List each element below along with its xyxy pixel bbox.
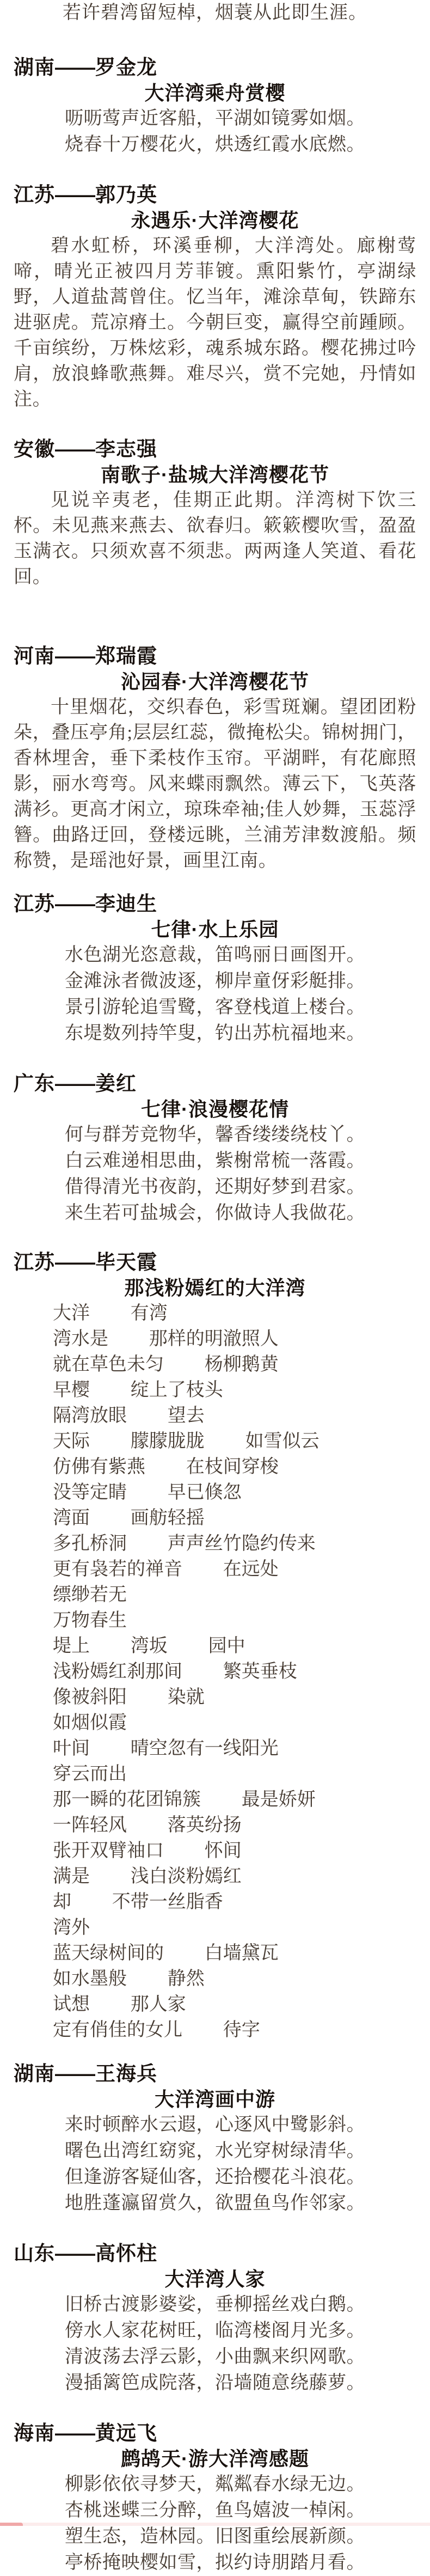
poem-line bbox=[0, 1864, 430, 1889]
poem-line bbox=[0, 1326, 430, 1352]
poem-section bbox=[0, 2061, 430, 2217]
poem-sections bbox=[0, 54, 430, 2576]
poem-byline bbox=[0, 1071, 430, 1096]
poem-line: 水色湖光恣意裁，笛鸣丽日画图开。 bbox=[65, 945, 365, 965]
poem-section bbox=[0, 182, 430, 412]
poem-region: 海南 bbox=[14, 2422, 55, 2444]
poem-byline bbox=[0, 891, 430, 917]
poem-line-segment: 怀间 bbox=[204, 1841, 242, 1861]
poem-line: 景引游轮追雪鹭，客登栈道上楼台。 bbox=[65, 997, 365, 1017]
poem-line bbox=[0, 1582, 430, 1608]
poem-line-segment: 那样的明澈照人 bbox=[149, 1329, 279, 1349]
poem-line-segment: 声声丝竹隐约传来 bbox=[167, 1534, 316, 1554]
poem-region: 山东 bbox=[14, 2242, 55, 2264]
poem-line-segment: 浅粉嫣红刹那间 bbox=[53, 1662, 182, 1682]
poem-line bbox=[0, 1556, 430, 1582]
poem-paragraph: 十里烟花，交织春色，彩雪斑斓。望团团粉朵，叠压亭角;层层红蕊，微掩松尖。锦树拥门，香林埋舍，垂下柔枝作玉帘。平湖畔，有花廊照影，丽水弯弯。风来蝶雨飘然。薄云下，飞英落满衫。更高才闲立，琼珠牵袖;佳人妙舞，玉蕊浮簪。曲路迂回，登楼远眺，兰浦芳津数渡船。频称赞，是瑶池好景，画里江南。 bbox=[14, 697, 416, 871]
poem-region: 江苏 bbox=[14, 1251, 55, 1273]
poem-line: 呖呖莺声近客船，平湖如镜雾如烟。 bbox=[65, 108, 365, 129]
poem-author: 高怀柱 bbox=[95, 2242, 157, 2264]
poem-section bbox=[0, 891, 430, 1047]
poem-line bbox=[0, 1659, 430, 1684]
poem-line bbox=[0, 1838, 430, 1864]
poem-line-segment: 堤上 bbox=[53, 1636, 90, 1656]
poem-line-segment: 落英纷扬 bbox=[167, 1815, 242, 1835]
poem-author: 王海兵 bbox=[95, 2062, 157, 2085]
poem-line-segment: 最是娇妍 bbox=[241, 1790, 316, 1810]
poem-line-segment: 画舫轻摇 bbox=[130, 1508, 205, 1528]
poem-line-segment: 如水墨般 bbox=[53, 1969, 127, 1989]
poem-line: 何与群芳竞物华，馨香缕缕绕枝丫。 bbox=[65, 1125, 365, 1145]
poem-line-segment: 繁英垂枝 bbox=[223, 1662, 297, 1682]
poem-line-segment: 湾水是 bbox=[53, 1329, 108, 1349]
poem-line: 白云难递相思曲，紫榭常梳一落霞。 bbox=[65, 1151, 365, 1171]
poem-author: 郑瑞霞 bbox=[95, 645, 157, 667]
poem-line-segment: 穿云而出 bbox=[53, 1764, 127, 1784]
poem-line-segment: 没等定睛 bbox=[53, 1482, 127, 1503]
byline-dash: —— bbox=[55, 2242, 95, 2264]
byline-dash: —— bbox=[55, 2062, 95, 2085]
poem-line bbox=[0, 2017, 430, 2043]
poem-line-segment: 那人家 bbox=[130, 1994, 186, 2015]
poem-author: 李迪生 bbox=[95, 893, 157, 915]
poem-author: 黄远飞 bbox=[95, 2422, 157, 2444]
poem-line-segment: 湾外 bbox=[53, 1918, 90, 1938]
byline-dash: —— bbox=[55, 1251, 95, 1273]
byline-dash: —— bbox=[55, 56, 95, 78]
poem-region: 江苏 bbox=[14, 893, 55, 915]
poem-byline bbox=[0, 182, 430, 207]
poem-line-segment: 张开双臂袖口 bbox=[53, 1841, 164, 1861]
poem-line: 但逢游客疑仙客，还拾樱花斗浪花。 bbox=[65, 2167, 365, 2187]
poem-line bbox=[0, 1403, 430, 1429]
poem-line-segment: 一阵轻风 bbox=[53, 1815, 127, 1835]
poem-line: 借得清光书夜韵，还期好梦到君家。 bbox=[65, 1177, 365, 1197]
poem-line bbox=[0, 1480, 430, 1505]
page-bottom-strip bbox=[0, 2523, 430, 2526]
poem-line: 来生若可盐城会，你做诗人我做花。 bbox=[65, 1203, 365, 1223]
poem-line bbox=[0, 1992, 430, 2017]
page-bottom-pink-corner bbox=[0, 2523, 23, 2526]
poem-line-segment: 蓝天绿树间的 bbox=[53, 1943, 164, 1963]
poem-line bbox=[0, 1352, 430, 1377]
poem-line-segment: 满是 bbox=[53, 1866, 90, 1887]
poem-line-segment: 缥缈若无 bbox=[53, 1585, 127, 1605]
poem-byline bbox=[0, 643, 430, 669]
poem-section bbox=[0, 2241, 430, 2396]
poem-line: 地胜蓬瀛留赏久，欲盟鱼鸟作邻家。 bbox=[65, 2193, 365, 2213]
poem-author: 李志强 bbox=[95, 438, 157, 460]
poem-line-segment: 绽上了枝头 bbox=[130, 1380, 223, 1400]
poem-continuation-line: 若许碧湾留短棹，烟蓑从此即生涯。 bbox=[63, 3, 367, 23]
poem-line-segment: 白墙黛瓦 bbox=[204, 1943, 279, 1963]
poem-line-segment: 朦朦胧胧 bbox=[130, 1431, 205, 1451]
poem-line-segment: 仿佛有紫燕 bbox=[53, 1457, 145, 1477]
poem-line bbox=[0, 1889, 430, 1915]
poem-region: 湖南 bbox=[14, 56, 55, 78]
poem-line-segment: 大洋 bbox=[53, 1303, 90, 1323]
poem-line-segment: 湾坂 bbox=[130, 1636, 168, 1656]
poem-line bbox=[0, 1608, 430, 1633]
poem-line-segment: 湾面 bbox=[53, 1508, 90, 1528]
poem-line-segment: 有湾 bbox=[130, 1303, 168, 1323]
poem-line: 塑生态，造林园。旧图重绘展新颜。 bbox=[65, 2526, 365, 2547]
poem-line-segment: 晴空忽有一线阳光 bbox=[130, 1738, 279, 1759]
poem-line-segment: 染就 bbox=[167, 1687, 205, 1707]
poem-author: 毕天霞 bbox=[95, 1251, 157, 1273]
poem-line bbox=[0, 1531, 430, 1556]
poem-line: 清波荡去浮云影，小曲飘来织网歌。 bbox=[65, 2347, 365, 2367]
poem-byline bbox=[0, 2420, 430, 2446]
poem-byline bbox=[0, 54, 430, 80]
poem-line bbox=[0, 1710, 430, 1736]
poem-line-segment: 早已倏忽 bbox=[167, 1482, 242, 1503]
poem-region: 广东 bbox=[14, 1072, 55, 1095]
poem-line bbox=[0, 1633, 430, 1659]
byline-dash: —— bbox=[55, 184, 95, 206]
poem-line bbox=[0, 1761, 430, 1787]
poem-line-segment: 那一瞬的花团锦簇 bbox=[53, 1790, 201, 1810]
poem-author: 姜红 bbox=[95, 1072, 137, 1095]
poem-title: 永遇乐·大洋湾樱花 bbox=[131, 209, 299, 231]
poem-title: 七律·水上乐园 bbox=[151, 918, 279, 941]
poem-section bbox=[0, 2420, 430, 2576]
poem-line-segment: 待字 bbox=[223, 2020, 260, 2040]
poem-line bbox=[0, 1966, 430, 1992]
poem-author: 罗金龙 bbox=[95, 56, 157, 78]
poem-section bbox=[0, 643, 430, 874]
poem-line-segment: 隔湾放眼 bbox=[53, 1406, 127, 1426]
poem-line-segment: 不带一丝脂香 bbox=[112, 1892, 223, 1912]
poem-byline bbox=[0, 1249, 430, 1275]
poem-line-segment: 多孔桥洞 bbox=[53, 1534, 127, 1554]
poem-title: 大洋湾人家 bbox=[164, 2268, 266, 2290]
poem-line: 来时顿醉水云遐，心逐风中鹭影斜。 bbox=[65, 2115, 365, 2135]
poem-paragraph: 碧水虹桥，环溪垂柳，大洋湾处。廊榭莺啼，晴光正被四月芳菲镀。熏阳紫竹，亭湖绿野，人道盐蒿曾住。忆当年，滩涂草甸，铁蹄东进驱虎。荒凉瘠土。今朝巨变，赢得空前踵顾。千亩缤纷，万株炫彩，魂系城东路。樱花拂过吟肩，放浪蜂歌燕舞。难尽兴，赏不完她，丹情如注。 bbox=[14, 236, 416, 410]
poem-title: 大洋湾乘舟赏樱 bbox=[144, 82, 286, 104]
poem-region: 江苏 bbox=[14, 184, 55, 206]
poem-section bbox=[0, 54, 430, 158]
byline-dash: —— bbox=[55, 893, 95, 915]
poem-line: 曙色出湾红窈窕，水光穿树绿清华。 bbox=[65, 2141, 365, 2161]
poem-section bbox=[0, 1071, 430, 1226]
poem-line: 金滩泳者微波逐，柳岸童伢彩艇排。 bbox=[65, 971, 365, 991]
poem-line-segment: 如雪似云 bbox=[245, 1431, 320, 1451]
poem-byline bbox=[0, 436, 430, 462]
poem-line-segment: 却 bbox=[53, 1892, 71, 1912]
poem-line bbox=[0, 1684, 430, 1710]
poem-line-segment: 叶间 bbox=[53, 1738, 90, 1759]
poem-line: 旧桥古渡影婆娑，垂柳摇丝戏白鹅。 bbox=[65, 2294, 365, 2315]
poem-line-segment: 浅白淡粉嫣红 bbox=[130, 1866, 242, 1887]
poem-line bbox=[0, 1429, 430, 1454]
poem-line-segment: 试想 bbox=[53, 1994, 90, 2015]
byline-dash: —— bbox=[55, 2422, 95, 2444]
poem-line: 烧春十万樱花火，烘透红霞水底燃。 bbox=[65, 135, 365, 155]
poem-title: 七律·浪漫樱花情 bbox=[141, 1098, 289, 1120]
poem-line bbox=[0, 1454, 430, 1480]
poem-line-segment: 静然 bbox=[167, 1969, 205, 1989]
poem-line-segment: 定有俏佳的女儿 bbox=[53, 2020, 182, 2040]
poem-line-segment: 天际 bbox=[53, 1431, 90, 1451]
poem-line: 杏桃迷蝶三分醉，鱼鸟嬉波一棹闲。 bbox=[65, 2500, 365, 2520]
poem-line: 柳影依依寻梦天，粼粼春水绿无边。 bbox=[65, 2474, 365, 2494]
byline-dash: —— bbox=[55, 1072, 95, 1095]
poem-title: 那浅粉嫣红的大洋湾 bbox=[124, 1277, 306, 1299]
poem-line bbox=[0, 1915, 430, 1940]
poem-byline bbox=[0, 2241, 430, 2266]
poem-section bbox=[0, 1249, 430, 2043]
poem-line-segment: 如烟似霞 bbox=[53, 1713, 127, 1733]
poem-line-segment: 在枝间穿梭 bbox=[186, 1457, 279, 1477]
poem-line bbox=[0, 1736, 430, 1761]
poem-line bbox=[0, 1787, 430, 1812]
poem-line-segment: 万物春生 bbox=[53, 1610, 127, 1631]
poem-line bbox=[0, 1812, 430, 1838]
poem-line bbox=[0, 1505, 430, 1531]
poem-paragraph: 见说辛夷老，佳期正此期。洋湾树下饮三杯。未见燕来燕去、欲春归。簌簌樱吹雪，盈盈玉满衣。只须欢喜不须悲。两两逢人笑道、看花回。 bbox=[14, 490, 416, 587]
poem-line-segment: 园中 bbox=[208, 1636, 245, 1656]
poem-region: 河南 bbox=[14, 645, 55, 667]
poem-line bbox=[0, 1301, 430, 1326]
poem-line: 东堤数列持竿叟，钓出苏杭福地来。 bbox=[65, 1023, 365, 1043]
byline-dash: —— bbox=[55, 438, 95, 460]
poem-line: 傍水人家花树旺，临湾楼阁月光多。 bbox=[65, 2321, 365, 2341]
poem-line: 漫插篱笆成院落，沿墙随意绕藤萝。 bbox=[65, 2373, 365, 2393]
poem-region: 安徽 bbox=[14, 438, 55, 460]
poem-title: 大洋湾画中游 bbox=[154, 2088, 275, 2110]
poem-line-segment: 就在草色未匀 bbox=[53, 1354, 164, 1375]
poem-title: 沁园春·大洋湾樱花节 bbox=[121, 670, 309, 693]
poem-line-segment: 早樱 bbox=[53, 1380, 90, 1400]
poem-line-segment: 望去 bbox=[167, 1406, 205, 1426]
poem-line-segment: 像被斜阳 bbox=[53, 1687, 127, 1707]
poem-line: 亭桥掩映樱如雪，拟约诗朋踏月看。 bbox=[65, 2553, 365, 2573]
poem-region: 湖南 bbox=[14, 2062, 55, 2085]
byline-dash: —— bbox=[55, 645, 95, 667]
poem-section bbox=[0, 436, 430, 590]
poem-line-segment: 更有袅若的禅音 bbox=[53, 1559, 182, 1579]
poem-line-segment: 杨柳鹅黄 bbox=[204, 1354, 279, 1375]
poem-line-segment: 在远处 bbox=[223, 1559, 279, 1579]
poem-line bbox=[0, 1940, 430, 1966]
poem-byline bbox=[0, 2061, 430, 2086]
poem-title: 南歌子·盐城大洋湾樱花节 bbox=[101, 463, 329, 486]
poem-author: 郭乃英 bbox=[95, 184, 157, 206]
poem-line bbox=[0, 1377, 430, 1403]
poem-title: 鹧鸪天·游大洋湾感题 bbox=[121, 2447, 309, 2470]
